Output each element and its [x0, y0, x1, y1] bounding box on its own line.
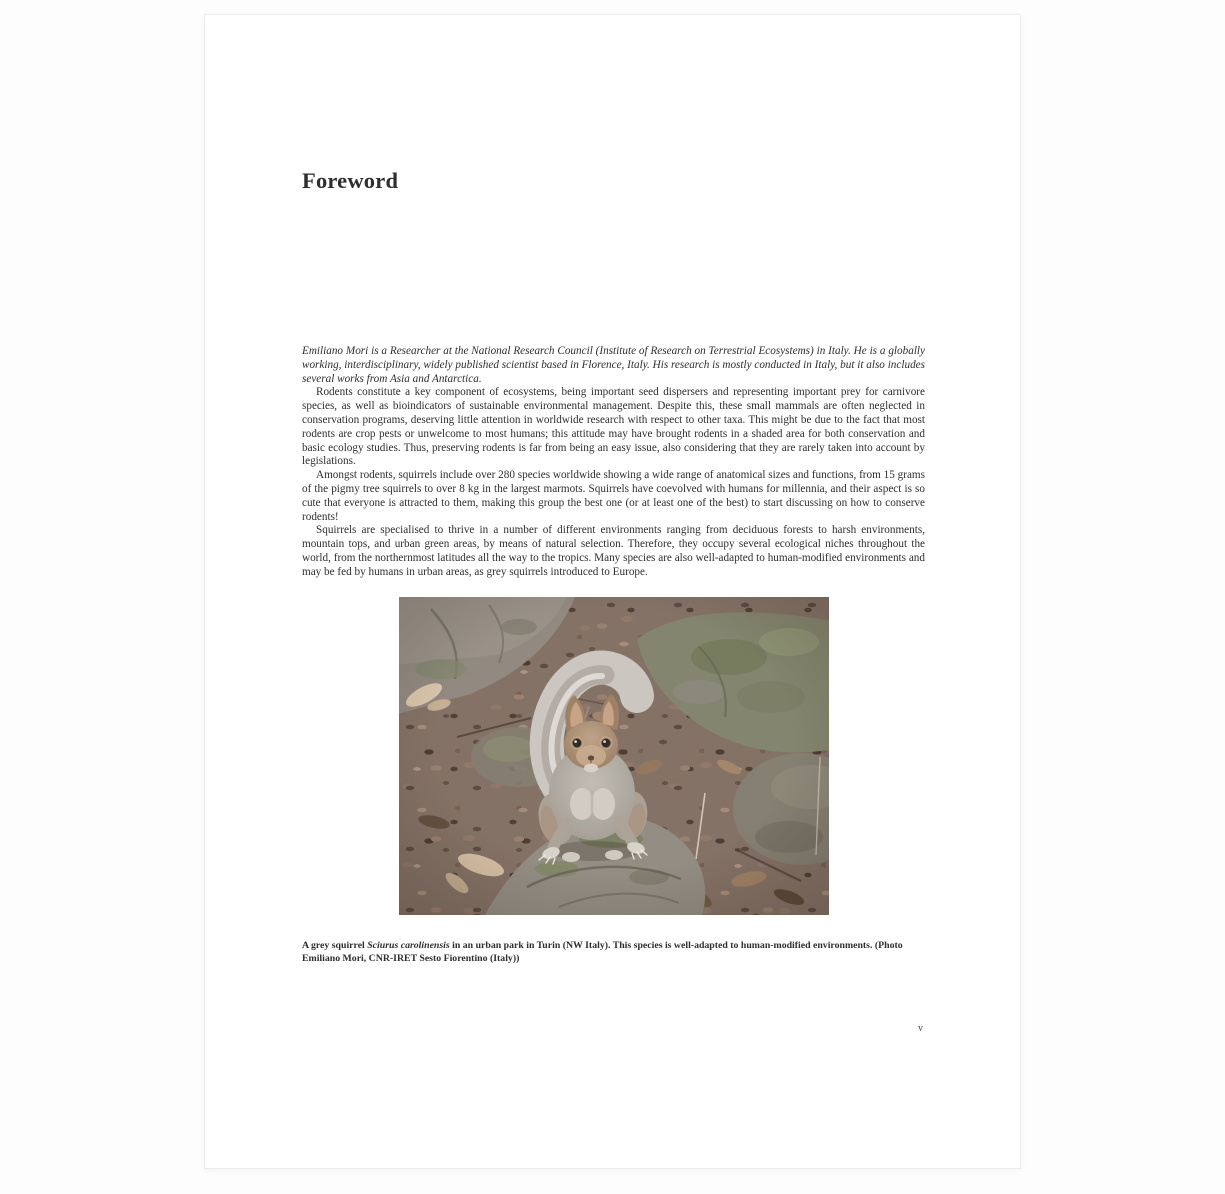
caption-text: A grey squirrel [302, 939, 368, 951]
figure-caption [302, 939, 925, 965]
page-number: v [918, 1023, 923, 1034]
paragraph: Squirrels are specialised to thrive in a number of different environments ranging from deciduous forests to harsh environments, mountain tops, and urban green areas, by means of natural selection. Therefore, they occupy several ecological niches throughout the world, from the northernmost latitudes all the way to the tropics. Many species are also well-adapted to human-modified environments and may be fed by humans in urban areas, as grey squirrels introduced to Europe. [302, 524, 925, 578]
squirrel-illustration [399, 597, 829, 915]
document-page [204, 14, 1021, 1169]
figure [302, 597, 925, 965]
page-content [205, 15, 1020, 965]
paragraph: Amongst rodents, squirrels include over 280 species worldwide showing a wide range of anatomical sizes and functions, from 15 grams of the pigmy tree squirrels to over 8 kg in the largest marmots. Squirrels have coevolved with humans for millennia, and their aspect is so cute that everyone is attracted to them, making this group the best one (or at least one of the best) to start discussing on how to conserve rodents! [302, 469, 925, 523]
squirrel-photo [399, 597, 829, 915]
paragraph: Rodents constitute a key component of ecosystems, being important seed dispersers and representing important prey for carnivore species, as well as bioindicators of sustainable environmental management. Despite this, these small mammals are often neglected in conservation programs, deserving little attention in worldwide research with respect to other taxa. This might be due to the fact that most rodents are crop pests or unwelcome to most humans; this attitude may have brought rodents in a shaded area for both conservation and basic ecology studies. Thus, preserving rodents is far from being an easy issue, also considering that they are rarely taken into account by legislations. [302, 386, 925, 468]
caption-text: in an urban park in Turin (NW Italy). This species is well-adapted to human-modified environments. (Photo Emiliano Mori, CNR-IRET Sesto Fiorentino (Italy)) [302, 939, 903, 964]
foreword-text [302, 345, 925, 580]
caption-species-name: Sciurus carolinensis [367, 939, 450, 951]
author-bio-paragraph: Emiliano Mori is a Researcher at the National Research Council (Institute of Research on Terrestrial Ecosystems) in Italy. He is a globally working, interdisciplinary, widely published scientist based in Florence, Italy. His research is mostly conducted in Italy, but it also includes several works from Asia and Antarctica. [302, 345, 925, 385]
page-title: Foreword [302, 168, 399, 193]
